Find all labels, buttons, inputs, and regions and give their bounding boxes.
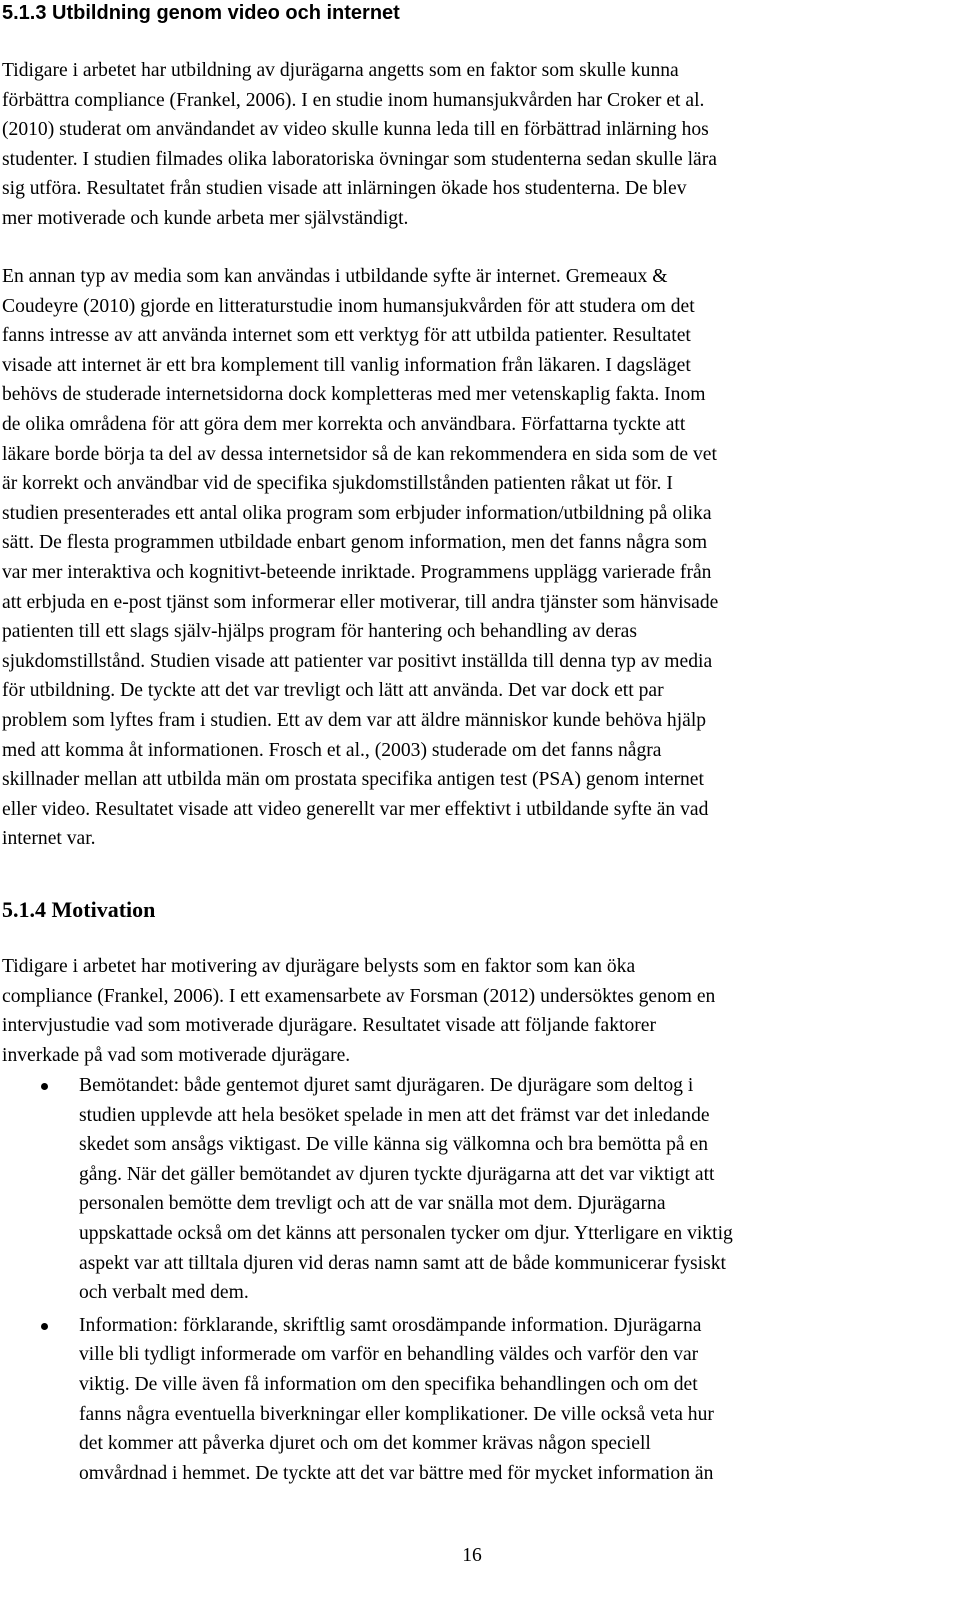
text-line: Coudeyre (2010) gjorde en litteraturstudie inom humansjukvården för att studera om det [2, 295, 695, 317]
text-line: sätt. De flesta programmen utbildade enbart genom information, men det fanns några som [2, 532, 708, 554]
list-item-bemotandet [0, 1071, 960, 1308]
text-line: fanns intresse av att använda internet som ett verktyg för att utbilda patienter. Resultatet [2, 325, 691, 347]
text-line: inverkade på vad som motiverade djurägare. [2, 1044, 351, 1066]
text-line: fanns några eventuella biverkningar eller komplikationer. De ville också veta hur [79, 1403, 714, 1425]
text-line: visade att internet är ett bra komplement till vanlig information från läkaren. I dagsläget [2, 354, 691, 376]
text-line: eller video. Resultatet visade att video generellt var mer effektivt i utbildande syfte än vad [2, 798, 709, 820]
motivation-factor-list [0, 1071, 960, 1491]
text-line: Information: förklarande, skriftlig samt orosdämpande information. Djurägarna [79, 1314, 702, 1336]
text-line: sig utföra. Resultatet från studien visade att inlärningen ökade hos studenterna. De blev [2, 178, 687, 200]
text-line: patienten till ett slags själv-hjälps program för hantering och behandling av deras [2, 621, 637, 643]
paragraph-motivation-intro [2, 952, 954, 1070]
text-line: studenter. I studien filmades olika laboratoriska övningar som studenterna sedan skulle lära [2, 148, 717, 170]
text-line: studien presenterades ett antal olika program som erbjuder information/utbildning på olika [2, 502, 712, 524]
text-line: gång. När det gäller bemötandet av djuren tyckte djurägarna att det var viktigt att [79, 1163, 715, 1185]
text-line: förbättra compliance (Frankel, 2006). I en studie inom humansjukvården har Croker et al. [2, 89, 705, 111]
text-line: är korrekt och användbar vid de specifika sjukdomstillstånden patienten råkat ut för. I [2, 473, 673, 495]
text-line: var mer interaktiva och kognitivt-beteende inriktade. Programmens upplägg varierade från [2, 561, 712, 583]
text-line: att erbjuda en e-post tjänst som informerar eller motiverar, till andra tjänster som hänvisade [2, 591, 719, 613]
text-line: viktig. De ville även få information om den specifika behandlingen och om det [79, 1373, 698, 1395]
text-line: mer motiverade och kunde arbeta mer självständigt. [2, 207, 409, 229]
text-line: internet var. [2, 828, 96, 850]
bullet-icon [41, 1323, 48, 1330]
text-line: skedet som ansågs viktigast. De ville känna sig välkomna och bra bemötta på en [79, 1134, 709, 1156]
text-line: sjukdomstillstånd. Studien visade att patienter var positivt inställda till denna typ av media [2, 650, 713, 672]
text-line: aspekt var att tilltala djuren vid deras namn samt att de både kommunicerar fysiskt [79, 1252, 726, 1274]
text-line: Tidigare i arbetet har utbildning av djurägarna angetts som en faktor som skulle kunna [2, 60, 679, 81]
list-item-information [0, 1311, 960, 1489]
paragraph-internet-education [2, 262, 954, 854]
text-line: ville bli tydligt informerade om varför en behandling väldes och varför den var [79, 1344, 699, 1366]
text-line: intervjustudie vad som motiverade djurägare. Resultatet visade att följande faktorer [2, 1015, 656, 1037]
section-heading-5-1-3: 5.1.3 Utbildning genom video och internet [2, 2, 400, 24]
text-line: personalen bemötte dem trevligt och att de var snälla mot dem. Djurägarna [79, 1193, 666, 1215]
text-line: Tidigare i arbetet har motivering av djurägare belysts som en faktor som kan öka [2, 956, 636, 977]
text-line: med att komma åt informationen. Frosch et al., (2003) studerade om det fanns några [2, 739, 662, 761]
paragraph-video-education [2, 56, 954, 234]
text-line: uppskattade också om det känns att personalen tycker om djur. Ytterligare en viktig [79, 1222, 733, 1244]
text-line: Bemötandet: både gentemot djuret samt djurägaren. De djurägare som deltog i [79, 1075, 694, 1096]
text-line: de olika områdena för att göra dem mer korrekta och användbara. Författarna tyckte att [2, 413, 686, 435]
section-heading-5-1-4: 5.1.4 Motivation [2, 897, 156, 922]
text-line: compliance (Frankel, 2006). I ett examensarbete av Forsman (2012) undersöktes genom en [2, 985, 716, 1007]
text-line: (2010) studerat om användandet av video skulle kunna leda till en förbättrad inlärning hos [2, 119, 709, 141]
text-line: behövs de studerade internetsidorna dock kompletteras med mer vetenskaplig fakta. Inom [2, 384, 706, 406]
text-line: studien upplevde att hela besöket spelade in men att det främst var det inledande [79, 1104, 710, 1126]
text-line: för utbildning. De tyckte att det var trevligt och lätt att använda. Det var dock ett par [2, 680, 664, 702]
text-line: det kommer att påverka djuret och om det kommer krävas någon speciell [79, 1433, 651, 1455]
text-line: omvårdnad i hemmet. De tyckte att det var bättre med för mycket information än [79, 1462, 714, 1484]
text-line: En annan typ av media som kan användas i utbildande syfte är internet. Gremeaux & [2, 266, 668, 287]
text-line: skillnader mellan att utbilda män om prostata specifika antigen test (PSA) genom internet [2, 769, 704, 791]
text-line: läkare borde börja ta del av dessa internetsidor så de kan rekommendera en sida som de vet [2, 443, 717, 465]
text-line: problem som lyftes fram i studien. Ett av dem var att äldre människor kunde behöva hjälp [2, 709, 707, 731]
bullet-icon [41, 1083, 48, 1090]
page-number: 16 [462, 1545, 482, 1566]
text-line: och verbalt med dem. [79, 1282, 249, 1304]
